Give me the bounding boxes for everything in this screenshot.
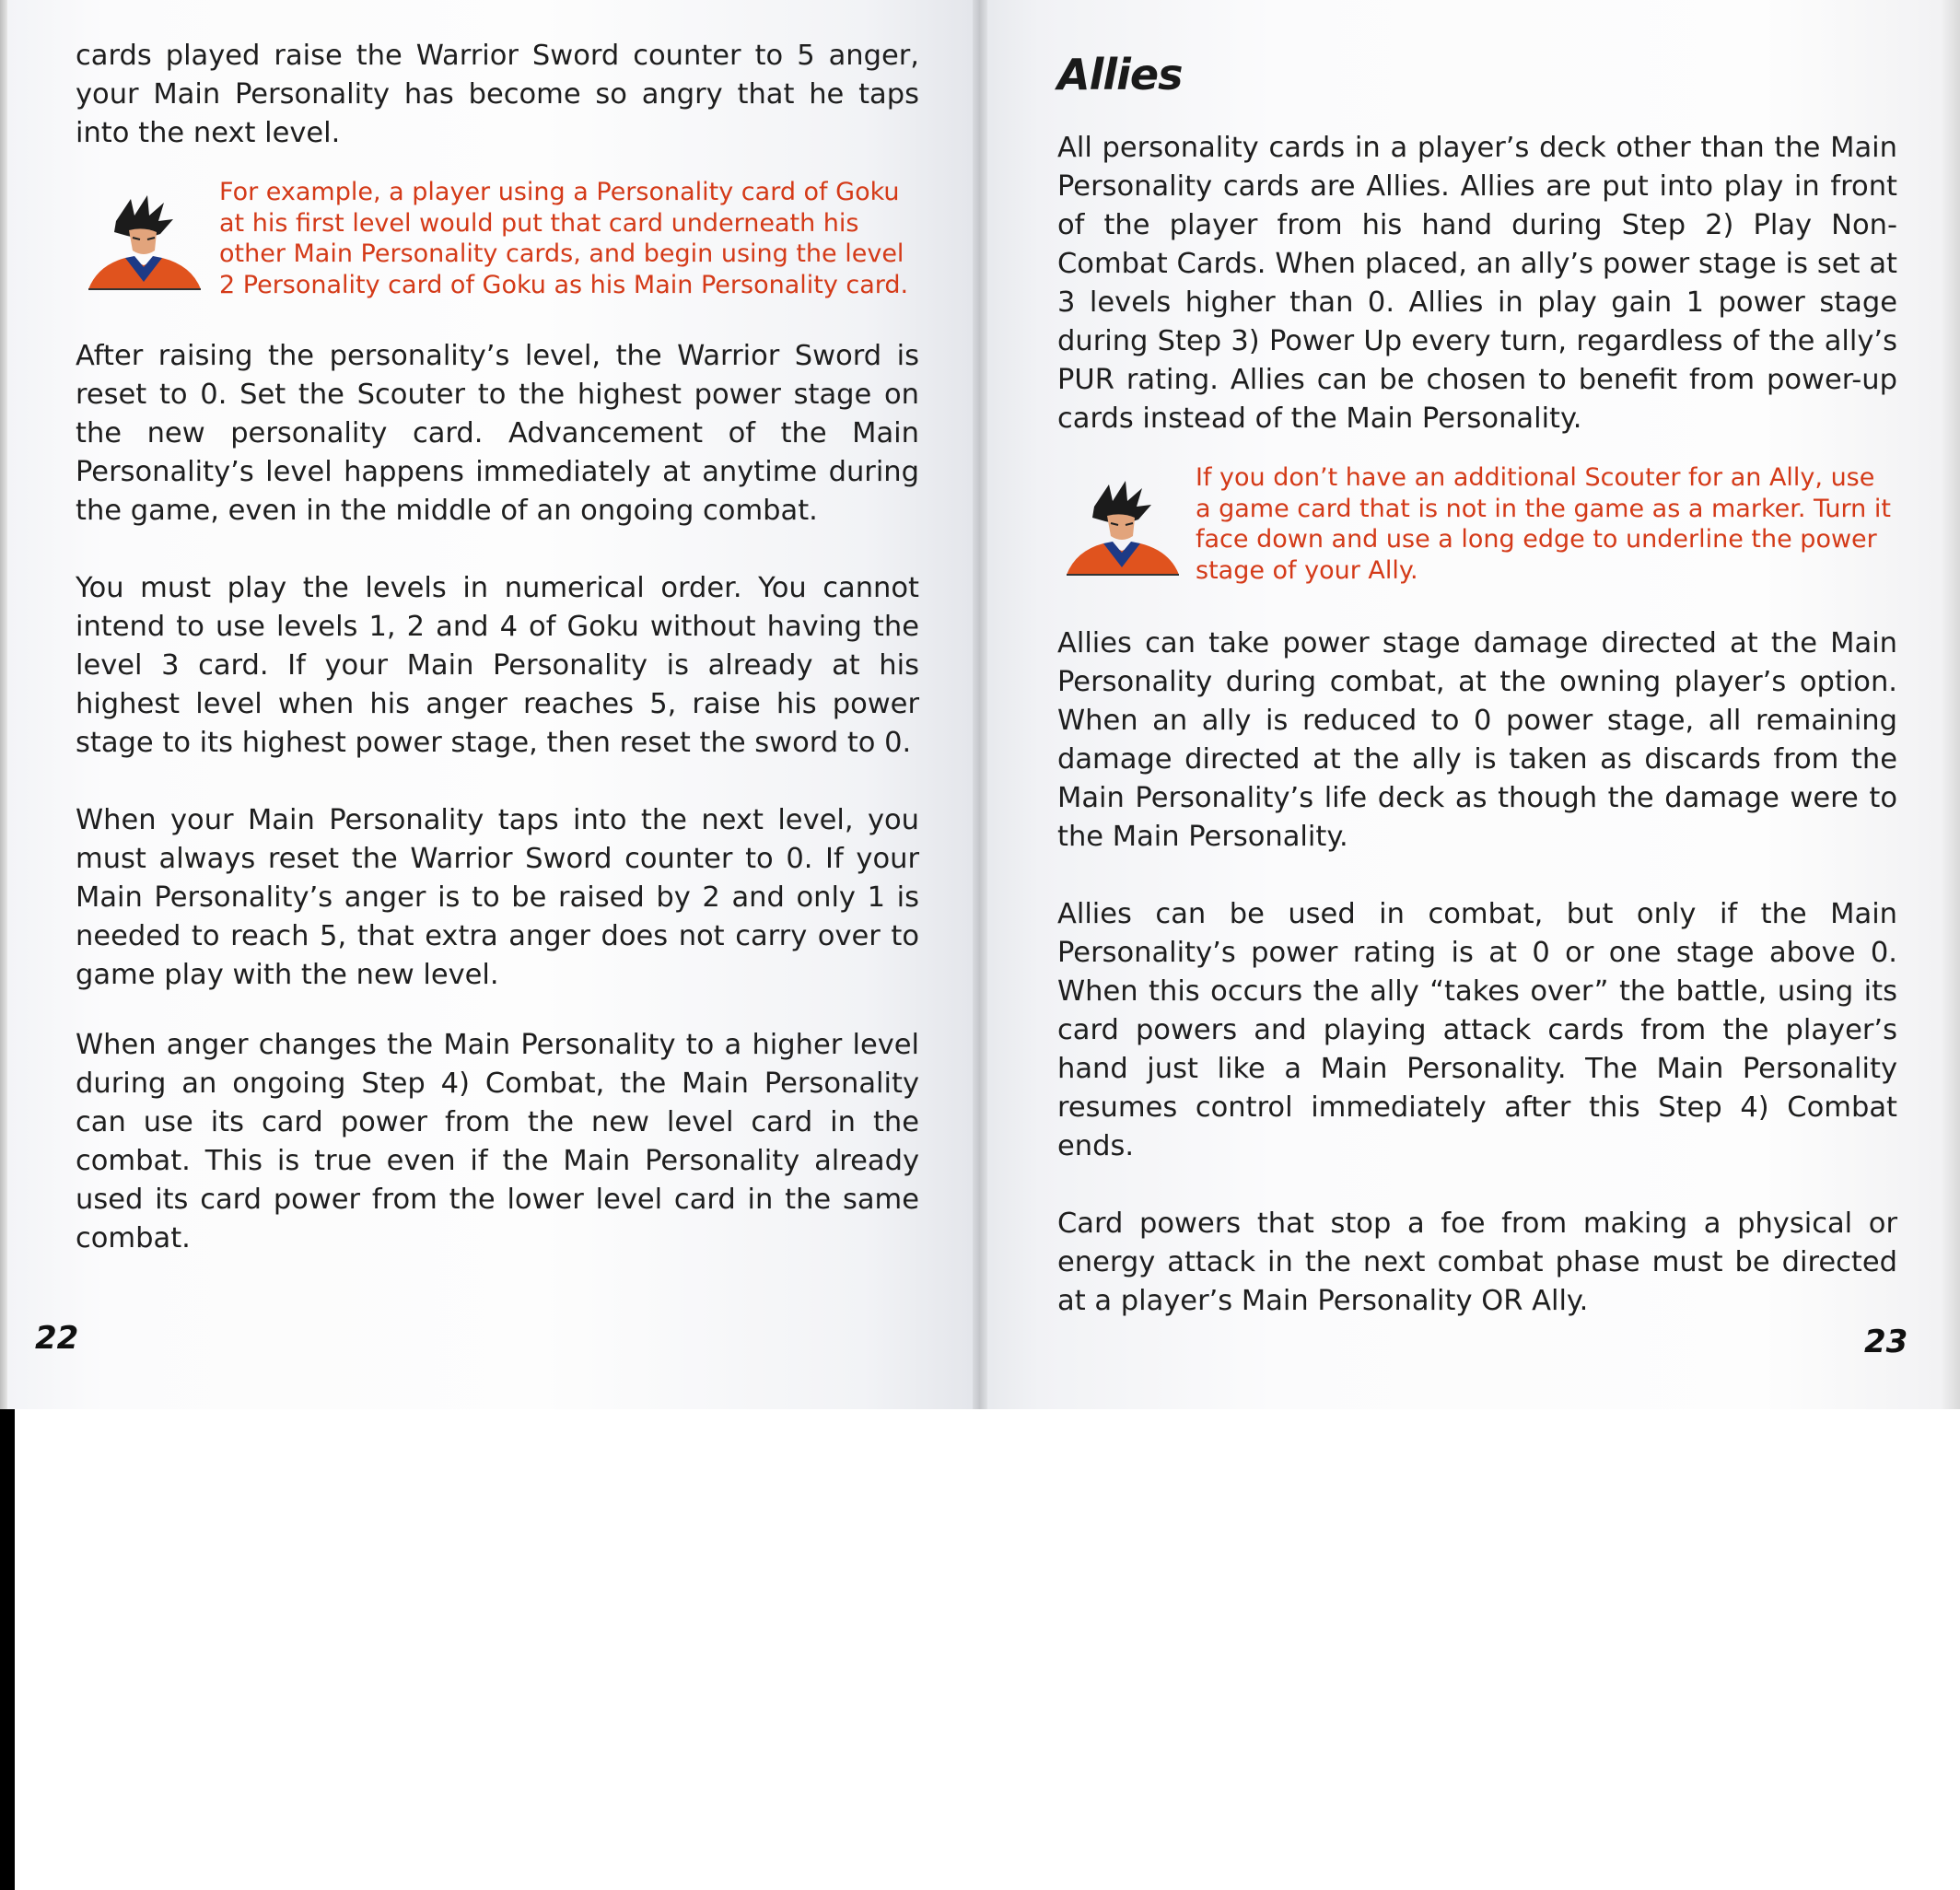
scan-background xyxy=(0,1409,1960,1890)
right-paragraph-1: All personality cards in a player’s deck other than the Main Personality cards are Allies. Allies are put into play in front of the player from his hand during Step 2) Play Non-Combat Cards. When placed, an ally’s power stage is set at 3 levels higher than 0. Allies in play gain 1 power stage during Step 3) Power Up every turn, regardless of the ally’s PUR rating. Allies can be chosen to benefit from power-up cards instead of the Main Personality. xyxy=(1057,132,1897,435)
left-paragraph-3: You must play the levels in numerical order. You cannot intend to use levels 1, 2 and 4 of Goku without having the level 3 card. If your Main Personality is already at his highest level when his anger reaches 5, raise his power stage to its highest power stage, then reset the sword to 0. xyxy=(76,572,919,760)
left-paragraph-1: cards played raise the Warrior Sword counter to 5 anger, your Main Personality has become so angry that he taps into the next level. xyxy=(76,40,919,149)
left-paragraph-2: After raising the personality’s level, the Warrior Sword is reset to 0. Set the Scouter to the highest power stage on the new personality card. Advancement of the Main Personality’s level happens immediately at anytime during the game, even in the middle of an ongoing combat. xyxy=(76,340,919,528)
book-edge xyxy=(0,0,7,1409)
right-scouter-note xyxy=(1057,462,1897,586)
left-example-note xyxy=(79,177,919,300)
goku-portrait-icon xyxy=(79,193,208,293)
right-paragraph-3: Allies can be used in combat, but only if the Main Personality’s power rating is at 0 or one stage above 0. When this occurs the ally “takes over” the battle, using its card powers and playing attack cards from the player’s hand just like a Main Personality. The Main Personality resumes control immediately after this Step 4) Combat ends. xyxy=(1057,898,1897,1163)
left-page xyxy=(7,0,980,1409)
left-page-number: 22 xyxy=(35,1320,79,1357)
left-page-column xyxy=(76,37,919,1297)
left-paragraph-5: When anger changes the Main Personality to a higher level during an ongoing Step 4) Combat, the Main Personality can use its card power from the new level card in the combat. This is true even if the Main Personality already used its card power from the lower level card in the same combat. xyxy=(76,1029,919,1255)
book-gutter xyxy=(973,0,987,1409)
scan-binding-edge xyxy=(0,1409,15,1890)
goku-portrait-icon xyxy=(1057,479,1186,578)
right-paragraph-2: Allies can take power stage damage directed at the Main Personality during combat, at the owning player’s option. When an ally is reduced to 0 power stage, all remaining damage directed at the ally is taken as discards from the Main Personality’s life deck as though the damage were to the Main Personality. xyxy=(1057,627,1897,854)
right-scouter-note-text: If you don’t have an additional Scouter for an Ally, use a game card that is not in the game as a marker. Turn it face down and use a long edge to underline the power stage of your Ally. xyxy=(1196,463,1891,585)
right-page-column xyxy=(1057,52,1897,1359)
right-page-number: 23 xyxy=(1864,1324,1908,1360)
left-paragraph-4: When your Main Personality taps into the next level, you must always reset the Warrior Sword counter to 0. If your Main Personality’s anger is to be raised by 2 and only 1 is needed to reach 5, that extra anger does not carry over to game play with the new level. xyxy=(76,804,919,992)
right-paragraph-4: Card powers that stop a foe from making a physical or energy attack in the next combat phase must be directed at a player’s Main Personality OR Ally. xyxy=(1057,1208,1897,1318)
left-example-note-text: For example, a player using a Personality card of Goku at his first level would put that card underneath his other Main Personality cards, and begin using the level 2 Personality card of Goku as his Main Personality card. xyxy=(219,178,909,299)
section-heading-allies: Allies xyxy=(1057,50,1183,99)
right-page xyxy=(980,0,1960,1409)
